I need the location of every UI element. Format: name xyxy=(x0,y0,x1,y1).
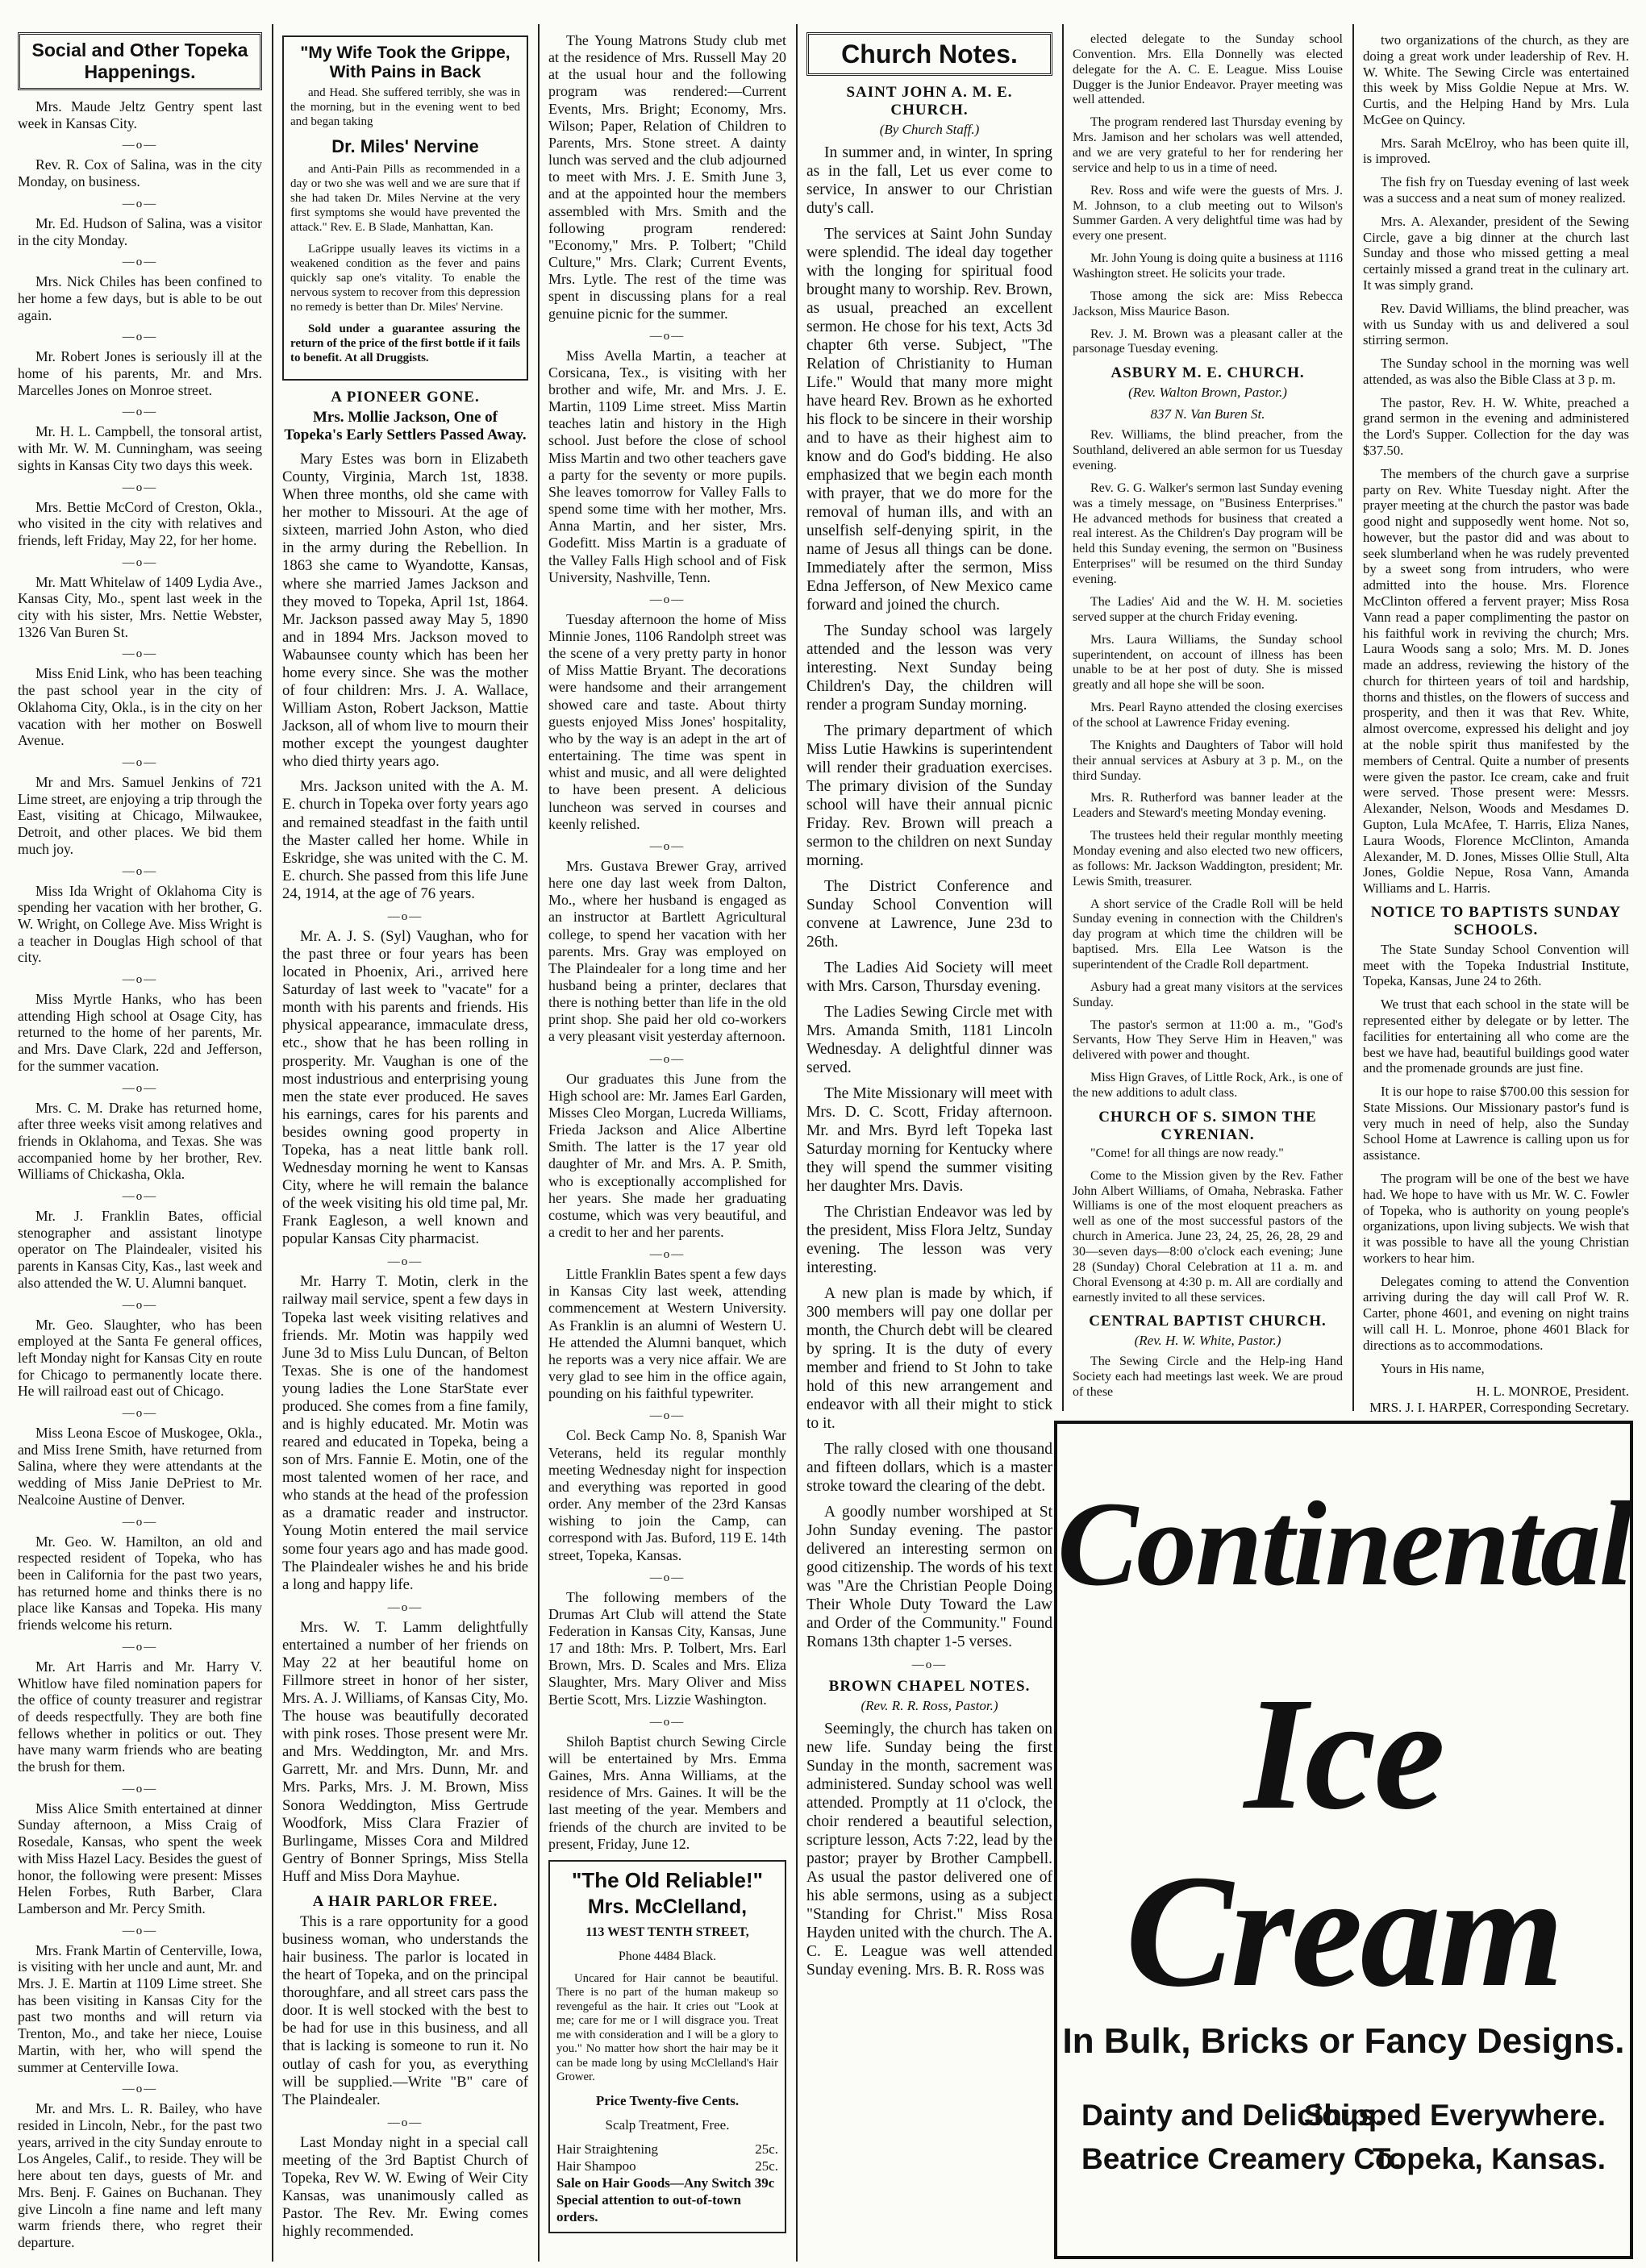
simon-body xyxy=(1073,1146,1343,1306)
notice-heading: NOTICE TO BAPTISTS SUNDAY SCHOOLS. xyxy=(1370,903,1622,938)
pioneer-subheading: Mrs. Mollie Jackson, One of Topeka's Early Settlers Passed Away. xyxy=(284,409,527,443)
article-paragraph: Mr. H. L. Campbell, the tonsoral artist, with Mr. W. M. Cunningham, was seeing sights in Kansas City two days this week. xyxy=(18,423,262,473)
separator xyxy=(18,1783,262,1796)
column-rule xyxy=(538,24,540,2262)
asbury-byline: (Rev. Walton Brown, Pastor.) xyxy=(1128,385,1287,401)
article-paragraph: Mr. and Mrs. L. R. Bailey, who have resided in Lincoln, Nebr., for the past two years, arrived in the city Sunday enroute to Los Angeles, Calif., to reside. They will be here about ten days, guests of Mr. and Mrs. Benj. F. Gaines on Buchanan. They give Lincoln a fine name and left many warm friends there, who regret their departure. xyxy=(18,2100,262,2250)
social-heading: Social and Other Topeka Happenings. xyxy=(31,40,248,82)
article-paragraph: Rev. Williams, the blind preacher, from the Southland, delivered an able sermon for us Tuesday evening. xyxy=(1073,428,1343,473)
article-paragraph: Seemingly, the church has taken on new life. Sunday being the first Sunday in the month, sacrement was administered. Sunday school was well attended. Promptly at 11 o'clock, the choir rendered a beautiful selection, scripture lesson, Acts 7:22, lead by the pastor; prayer by Brother Campbell. As usual the pastor delivered one of his able sermons, using as a subject "Standing for Christ." Miss Rosa Hayden united with the church. The A. C. E. League was well attended Sunday evening. Mrs. B. R. Ross was xyxy=(806,1721,1052,1979)
separator xyxy=(18,1925,262,1937)
asbury-heading: ASBURY M. E. CHURCH. xyxy=(1111,364,1305,382)
article-paragraph: Mrs. Nick Chiles has been confined to her home a few days, but is able to be out again. xyxy=(18,273,262,323)
article-paragraph: The members of the church gave a surprise party on Rev. White Tuesday night. After the prayer meeting at the church the pastor was bade good night and supposedly went home. Not so, however, but the pastor did and was about to seek slumberland when he was rudely prevented by a sweet song from intruders, who were admitted into the house. Mrs. Florence McClinton offered a fervent prayer; Miss Rosa Vann read a paper complimenting the pastor on his faithful work in reviving the church; Mrs. Laura Woods sang a solo; Mrs. M. D. Jones made an address, reviewing the history of the church for thirteen years of toil and hardship, thorns and thistles, on the flowers of success and prosperity, and then it was that Rev. White, almost overcome, expressed his delight and joy at the noble spirit thus manifested by the members of Central. Quite a number of presents were given the pastor. Ice cream, cake and fruit were served. Those present were: Messrs. Alexander, Nelson, Woods and Mesdames D. Gupton, Lula McAfee, T. Harris, Eliza Nanes, Laura Woods, Florence McClinton, Amanda Alexander, M. D. Jones, Misses Ollie Stull, Alta Jones, Goldie Nepue, Rosa Vann, Amanda Williams and L. Harris. xyxy=(1363,465,1629,897)
article-paragraph: We trust that each school in the state will be represented either by delegate or by letter. The facilities for entertaining all who come are the best we have had, beautiful buildings good water and the promenade grounds are just fine. xyxy=(1363,997,1629,1076)
article-paragraph: elected delegate to the Sunday school Convention. Mrs. Ella Donnelly was elected delegate for the A. C. E. League. Miss Louise Dugger is the Junior Endeavor. Prayer meeting was well attended. xyxy=(1073,32,1343,107)
st-john-byline: (By Church Staff.) xyxy=(879,122,980,137)
pioneer-heading: A PIONEER GONE. xyxy=(331,389,480,406)
separator xyxy=(18,139,262,152)
separator xyxy=(806,1658,1052,1671)
separator xyxy=(282,1255,528,1268)
column-rule xyxy=(1352,24,1354,1411)
article-paragraph: The program rendered last Thursday evening by Mrs. Jamison and her scholars was well attended, and we are very grateful to her for rendering her service and help to us in a time of need. xyxy=(1073,115,1343,175)
column-3-items xyxy=(548,32,786,1853)
article-paragraph: Little Franklin Bates spent a few days in Kansas City last week, attending commencement at Western University. As Franklin is an alumni of Western U. He attended the Alumni banquet, which he reports was a very nice affair. We are very glad to see him in the office again, pounding on his faithful typewriter. xyxy=(548,1266,786,1402)
article-paragraph: Miss Myrtle Hanks, who has been attending High school at Osage City, has returned to the home of her parents, Mr. and Mrs. Dave Clark, 22d and Jefferson, for the summer vacation. xyxy=(18,991,262,1074)
article-paragraph: Miss Enid Link, who has been teaching the past school year in the city of Oklahoma City, Okla., is in the city on her vacation with her mother on Boswell Avenue. xyxy=(18,665,262,749)
article-paragraph: The pastor's sermon at 11:00 a. m., "God's Servants, How They Serve Him in Heaven," was delivered with power and thought. xyxy=(1073,1017,1343,1063)
church-notes-box xyxy=(806,32,1052,76)
article-paragraph: Mr. Matt Whitelaw of 1409 Lydia Ave., Kansas City, Mo., spent last week in the city with his sister, Mrs. Nettie Webster, 1326 Van Buren St. xyxy=(18,573,262,640)
article-paragraph: Mr. Robert Jones is seriously ill at the home of his parents, Mr. and Mrs. Marcelles Jones on Monroe street. xyxy=(18,348,262,398)
church-notes-heading: Church Notes. xyxy=(841,40,1018,69)
article-paragraph: Mr. John Young is doing quite a business at 1116 Washington street. He solicits your trade. xyxy=(1073,252,1343,281)
article-paragraph: Rev. J. M. Brown was a pleasant caller at the parsonage Tuesday evening. xyxy=(1073,327,1343,356)
separator xyxy=(282,910,528,923)
mcclelland-text: Uncared for Hair cannot be beautiful. There is no part of the human makeup so revengeful as the hair. It cries out "Look at me; care for me or I will disgrace you. Treat me with consideration and I will be a glory to you." No matter how short the hair may be it can be made long by using McClelland's Hair Grower. xyxy=(556,1971,778,2084)
article-paragraph: Mr. A. J. S. (Syl) Vaughan, who for the past three or four years has been located in Phoenix, Ari., arrived here Saturday of last week to "vacate" for a month with his parents and friends. His physical appearance, immaculate dress, etc., show that he has been rolling in prosperity. Mr. Vaughan is one of the most industrious and enterprising young men the state ever produced. He saves his earnings, cares for his parents and besides owning good property in Topeka, has a neat little bank roll. Wednesday morning he went to Kansas City, where he will remain the balance of the week visiting his old time pal, Mr. Frank Eagleson, a well known and popular Kansas City pharmacist. xyxy=(282,927,528,1248)
central-baptist-heading: CENTRAL BAPTIST CHURCH. xyxy=(1089,1313,1327,1330)
separator xyxy=(18,556,262,569)
article-paragraph: The Ladies Aid Society will meet with Mrs. Carson, Thursday evening. xyxy=(806,959,1052,995)
separator xyxy=(18,865,262,878)
article-paragraph: Miss Alice Smith entertained at dinner Sunday afternoon, a Miss Craig of Rosedale, Kansas, who spent the week with Miss Hazel Lacy. Besides the guest of honor, the following were present: Misses Helen Forbes, Ruth Barber, Clara Lamberson and Mr. Percy Smith. xyxy=(18,1800,262,1916)
article-paragraph: Shiloh Baptist church Sewing Circle will be entertained by Mrs. Emma Gaines, Mrs. Anna Williams, at the residence of Mrs. Gaines. It will be the last meeting of the year. Members and friends of the church are invited to be present, Friday, June 12. xyxy=(548,1733,786,1852)
asbury-address: 837 N. Van Buren St. xyxy=(1150,406,1265,422)
column-4 xyxy=(798,32,1061,2266)
nervine-text-3: LaGrippe usually leaves its victims in a weakened condition as the fever and pains quickly sap one's vitality. To enable the nervous system to recover from this depression no remedy is better than Dr. Miles' Nervine. xyxy=(290,243,520,314)
separator xyxy=(18,1082,262,1095)
article-paragraph: Yours in His name, xyxy=(1381,1360,1485,1376)
brown-chapel-heading: BROWN CHAPEL NOTES. xyxy=(828,1678,1031,1695)
separator xyxy=(18,1299,262,1312)
brown-chapel-body xyxy=(806,1720,1052,1979)
separator xyxy=(282,2116,528,2129)
nervine-headline: "My Wife Took the Grippe, With Pains in Back xyxy=(300,44,510,81)
column-1 xyxy=(10,32,270,2266)
central-baptist-body xyxy=(1073,1355,1343,1400)
article-paragraph: Mrs. Maude Jeltz Gentry spent last week in Kansas City. xyxy=(18,98,262,131)
article-paragraph: The services at Saint John Sunday were splendid. The ideal day together with the longing for spiritual food brought many to worship. Rev. Brown, as usual, preached an excellent sermon. He chose for his text, Acts 3d chapter 6th verse. Subject, "The Relation of Christianity to Human Life." Would that many more might have heard Rev. Brown as he exhorted his flock to be sincere in their worship and to have as their highest aim to know and do God's bidding. He also emphasized that we begin each month with prayer, that we do more for the removal of human ills, and with an unselfish self-denying spirit, in the name of Jesus all things can be done. Immediately after the sermon, Miss Edna Jefferson, of New Mexico came forward and joined the church. xyxy=(806,226,1052,614)
mcclelland-phone: Phone 4484 Black. xyxy=(618,1949,717,1963)
article-paragraph: Our graduates this June from the High school are: Mr. James Earl Garden, Misses Cleo Morgan, Lucreda Williams, Frieda Jackson and Alice Albertine Smith. The latter is the 17 year old daughter of Mr. and Mrs. A. P. Smith, who is exceptionally accomplished for her years. She made her graduating costume, which was very beautiful, and a credit to her and her parents. xyxy=(548,1070,786,1240)
article-paragraph: Miss Hign Graves, of Little Rock, Ark., is one of the new additions to adult class. xyxy=(1073,1071,1343,1100)
price-value: 25c. xyxy=(755,2158,778,2174)
article-paragraph: Mr. Geo. W. Hamilton, an old and respected resident of Topeka, who has been in California for the past two years, has returned home and thinks there is no place like Kansas and Topeka. His many friends welcome his return. xyxy=(18,1533,262,1633)
ad-tagline: In Bulk, Bricks or Fancy Designs. xyxy=(1062,2021,1625,2061)
article-paragraph: A goodly number worshiped at St John Sunday evening. The pastor delivered an interesting sermon on good citizenship. The words of his text was "Are the Christian People Doing Their Whole Duty Toward the Law and Order of the Community." Found Romans 13th chapter 1-5 verses. xyxy=(806,1504,1052,1650)
separator xyxy=(282,1601,528,1614)
pioneer-body xyxy=(282,451,528,903)
article-paragraph: Rev. Ross and wife were the guests of Mrs. J. M. Johnson, to a club meeting out to Wilson's Summer Garden. A very delightful time was had by every one present. xyxy=(1073,183,1343,243)
article-paragraph: Those among the sick are: Miss Rebecca Jackson, Miss Maurice Bason. xyxy=(1073,289,1343,318)
article-paragraph: The State Sunday School Convention will meet with the Topeka Industrial Institute, Topeka, Kansas, June 24 to 26th. xyxy=(1363,941,1629,989)
mcclelland-name: Mrs. McClelland, xyxy=(587,1895,748,1918)
separator xyxy=(548,840,786,853)
article-paragraph: The Sunday school in the morning was well attended, as was also the Bible Class at 3 p. m. xyxy=(1363,356,1629,387)
article-paragraph: The Knights and Daughters of Tabor will hold their annual services at Asbury at 3 p. M., on the third Sunday. xyxy=(1073,738,1343,783)
mcclelland-ad xyxy=(548,1860,786,2233)
nervine-text-2: and Anti-Pain Pills as recommended in a day or two she was well and we are sure that if she had taken Dr. Miles Nervine at the very first symptoms she would have prevented the attack." Rev. E. B Slade, Manhattan, Kan. xyxy=(290,163,520,234)
separator xyxy=(18,1190,262,1203)
separator xyxy=(18,1407,262,1420)
column-rule xyxy=(272,24,273,2262)
brand-logo-ice-cream: Ice Cream xyxy=(1125,1665,1562,2020)
column-6-items xyxy=(1363,32,1629,897)
article-paragraph: Mrs. W. T. Lamm delightfully entertained a number of her friends on May 22 at her beautiful home on Fillmore street in honor of her sister, Mrs. A. J. Williams, of Kansas City, Mo. The house was beautifully decorated with pink roses. Those present were Mr. and Mrs. Weddington, Mr. and Mrs. Garrett, Mr. and Mrs. Dunn, Mr. and Mrs. Parks, Mrs. J. M. Brown, Miss Sonora Weddington, Miss Gertrude Woodfork, Miss Clara Frazier of Burlingame, Misses Cora and Mildred Gentry of Bonner Springs, Miss Stella Huff and Miss Dora Mayhue. xyxy=(282,1618,528,1885)
article-paragraph: Mary Estes was born in Elizabeth County, Virginia, March 1st, 1838. When three months, old she came with her mother to Missouri. At the age of sixteen, married John Aston, who died in the army during the Rebellion. In 1863 she came to Wyandotte, Kansas, where she married James Jackson and they moved to Topeka, April 1st, 1864. Mr. Jackson passed away May 5, 1890 and in 1894 Mrs. Jackson moved to Wabaunsee county which has been her home every since. She was the mother of four children: Mrs. J. A. Wallace, William Aston, Robert Jackson, Mattie Jackson, all of whom live to mourn their mother except the youngest daughter who died thirty years ago. xyxy=(282,451,528,771)
article-paragraph: Delegates coming to attend the Convention arriving during the day will call Prof W. R. Carter, phone 4601, and evening on night trains will call H. L. Monroe, phone 4601 Black for directions as to accommodations. xyxy=(1363,1273,1629,1353)
price-label: Hair Shampoo xyxy=(556,2158,636,2174)
article-paragraph: Mr and Mrs. Samuel Jenkins of 721 Lime street, are enjoying a trip through the East, visiting at Chicago, Milwaukee, Detroit, and other places. We bid them much joy. xyxy=(18,773,262,857)
article-paragraph: Mr. J. Franklin Bates, official stenographer and assistant linotype operator on The Plaindealer, visited his parents in Kansas City, Kas., last week and also attended the W. U. Alumni banquet. xyxy=(18,1208,262,1291)
nervine-guarantee: Sold under a guarantee assuring the return of the price of the first bottle if it fails to benefit. At all Druggists. xyxy=(290,323,520,364)
separator xyxy=(18,198,262,210)
central-baptist-byline: (Rev. H. W. White, Pastor.) xyxy=(1134,1333,1281,1349)
mcclelland-headline: "The Old Reliable!" xyxy=(571,1867,764,1892)
column-rule xyxy=(1062,24,1064,1411)
article-paragraph: The Mite Missionary will meet with Mrs. D. C. Scott, Friday afternoon. Mr. and Mrs. Byrd left Topeka last Saturday morning for Kentucky where they will spend the summer visiting her daughter Mrs. Davis. xyxy=(806,1085,1052,1195)
article-paragraph: The Ladies Sewing Circle met with Mrs. Amanda Smith, 1181 Lincoln Wednesday. A delightful dinner was served. xyxy=(806,1004,1052,1076)
article-paragraph: Mrs. R. Rutherford was banner leader at the Leaders and Steward's meeting Monday evening. xyxy=(1073,791,1343,821)
article-paragraph: The trustees held their regular monthly meeting Monday evening and also elected two new officers, as follows: Mr. Jackson Waddington, president; Mr. Lewis Smith, treasurer. xyxy=(1073,829,1343,888)
article-paragraph: The rally closed with one thousand and fifteen dollars, which is a master stroke toward the clearing of the debt. xyxy=(806,1441,1052,1495)
article-paragraph: A new plan is made by which, if 300 members will pay one dollar per month, the Church debt will be cleared by spring. It is the duty of every member and friend to St John to take hold of this new arrangement and endeavor with all their might to stick to it. xyxy=(806,1285,1052,1432)
article-paragraph: Mr. Ed. Hudson of Salina, was a visitor in the city Monday. xyxy=(18,214,262,248)
asbury-body xyxy=(1073,428,1343,1101)
column-rule xyxy=(796,24,798,2262)
mcclelland-special: Special attention to out-of-town orders. xyxy=(556,2191,742,2224)
separator xyxy=(18,481,262,494)
separator xyxy=(18,331,262,343)
hair-parlor-heading: A HAIR PARLOR FREE. xyxy=(312,1892,498,1910)
separator xyxy=(18,756,262,769)
notice-signature-2: MRS. J. I. HARPER, Corresponding Secretary. xyxy=(1369,1400,1629,1415)
article-paragraph: Mrs. Gustava Brewer Gray, arrived here one day last week from Dalton, Mo., where her husband is engaged as an instructor at Bartlett Agricultural college, to spend her vacation with her parents. Mrs. Gray was employed on The Plaindealer for a long time and her husband being a printer, declares that there is nothing better than life in the old print shop. She paid her old co-workers a very pleasant visit yesterday afternoon. xyxy=(548,857,786,1045)
column-5 xyxy=(1065,32,1351,1415)
separator xyxy=(548,593,786,606)
article-paragraph: The Sewing Circle and the Help-ing Hand Society each had meetings last week. We are proud of these xyxy=(1073,1355,1343,1400)
article-paragraph: It is our hope to raise $700.00 this session for State Missions. Our Missionary pastor's fund is very much in need of help, also the Sunday School Home at Lawrence is calling upon us for assistance. xyxy=(1363,1084,1629,1163)
price-value: 25c. xyxy=(755,2141,778,2157)
article-paragraph: Mrs. Jackson united with the A. M. E. church in Topeka over forty years ago and remained steadfast in the faith until the Master called her home. While in Eskridge, she was united with the C. M. E. church. She passed from this life June 24, 1914, at the age of 76 years. xyxy=(282,778,528,902)
article-paragraph: Mr. Geo. Slaughter, who has been employed at the Santa Fe general offices, left Monday night for Kansas City en route for Chicago to permanently locate there. He will railroad east out of Chicago. xyxy=(18,1316,262,1400)
article-paragraph: Mr. Harry T. Motin, clerk in the railway mail service, spent a few days in Topeka last week visiting relatives and friends. Mr. Motin was happily wed June 3d to Miss Lulu Duncan, of Belton Texas. She is one of the handomest young ladies the Lone StarState ever produced. She comes from a fine family, and is highly educated. Mr. Motin was reared and educated in Topeka, being a son of Mrs. Fannie E. Motin, one of the most talented women of her race, and who stands at the head of the profession as a dramatic reader and instructor. Young Motin entered the mail service some four years ago and has made good. The Plaindealer wishes he and his bride a long and happy life. xyxy=(282,1273,528,1593)
separator xyxy=(548,1571,786,1584)
article-paragraph: Mrs. C. M. Drake has returned home, after three weeks visit among relatives and friends in Oklahoma, and Texas. She was accompanied home by her brother, Rev. Williams of Chickasha, Okla. xyxy=(18,1099,262,1183)
column-6 xyxy=(1355,32,1637,1415)
article-paragraph: Miss Leona Escoe of Muskogee, Okla., and Miss Irene Smith, have returned from Salina, where they were attendants at the wedding of Miss Janie DePriest to Mr. Nealcoine Austine of Denver. xyxy=(18,1425,262,1508)
brown-chapel-byline: (Rev. R. R. Ross, Pastor.) xyxy=(861,1698,998,1713)
article-paragraph: Mrs. Pearl Rayno attended the closing exercises of the school at Lawrence Friday evening. xyxy=(1073,701,1343,730)
column-1-items xyxy=(18,98,262,2251)
st-john-body xyxy=(806,144,1052,1651)
article-paragraph: The District Conference and Sunday School Convention will convene at Lawrence, June 23d to 26th. xyxy=(806,878,1052,951)
separator xyxy=(548,1716,786,1729)
article-paragraph: A short service of the Cradle Roll will be held Sunday evening in connection with the Children's day program at which time the children will be baptised. Mrs. Ella Lee Watson is the superintendent of the Cradle Roll department. xyxy=(1073,897,1343,972)
hair-parlor-text: This is a rare opportunity for a good business woman, who understands the hair business. The parlor is located in the heart of Topeka, and on the principal thoroughfare, and all street cars pass the door. It is well stocked with the best to be had for use in this business, and all that is lacking is someone to run it. No outlay of cash for you, as everything will be supplied.—Write "B" care of The Plaindealer. xyxy=(282,1912,528,2108)
price-row xyxy=(556,2141,778,2158)
article-paragraph: Rev. R. Cox of Salina, was in the city Monday, on business. xyxy=(18,156,262,190)
nervine-ad xyxy=(282,35,528,381)
column-3 xyxy=(540,32,794,2266)
separator xyxy=(18,256,262,268)
article-paragraph: Miss Ida Wright of Oklahoma City is spending her vacation with her brother, G. W. Wright, on College Ave. Miss Wright is a teacher in Douglas High school of that city. xyxy=(18,882,262,966)
article-paragraph: In summer and, in winter, In spring as in the fall, Let us ever come to service, In answer to our Christian duty's call. xyxy=(806,144,1052,217)
article-paragraph: Come to the Mission given by the Rev. Father John Albert Williams, of Omaha, Nebraska. Father Williams is one of the most eloquent preachers as well as one of the most successful pastors of the church in America. June 23, 24, 25, 26, 28, 29 and 30—seven days—8:00 o'clock each evening; June 28 (Sunday) Choral Celebration at 11 a. m. and Choral Evensong at 4:30 p. m. All are cordially and earnestly invited to all these services. xyxy=(1073,1168,1343,1305)
st-john-heading: SAINT JOHN A. M. E. CHURCH. xyxy=(846,84,1013,119)
article-paragraph: two organizations of the church, as they are doing a great work under leadership of Rev. H. W. White. The Sewing Circle was entertained this week by Miss Goldie Nepue at Mrs. W. Curtis, and the Helping Hand by Mrs. Lula McGee on Quincy. xyxy=(1363,32,1629,127)
article-paragraph: Rev. David Williams, the blind preacher, was with us Sunday with us and delivered a soul stirring sermon. xyxy=(1363,300,1629,348)
separator xyxy=(548,1409,786,1422)
nervine-text-1: and Head. She suffered terribly, she was in the morning, but in the evening went to bed and began taking xyxy=(290,86,520,128)
article-paragraph: The following members of the Drumas Art Club will attend the State Federation in Kansas City, Kansas, June 17 and 18th: Mrs. P. Tolbert, Mrs. Earl Brown, Mrs. D. Scales and Mrs. Eliza Slaughter, Mrs. Mary Oliver and Miss Bertie Scott, Mrs. Lizzie Washington. xyxy=(548,1588,786,1708)
article-paragraph: The pastor, Rev. H. W. White, preached a grand sermon in the evening and administered the Lord's Supper. Collection for the day was $37.50. xyxy=(1363,394,1629,458)
brand-logo-continental: Continental xyxy=(1057,1477,1631,1611)
article-paragraph: Miss Avella Martin, a teacher at Corsicana, Tex., is visiting with her brother and wife, Mr. and Mrs. J. E. Martin, 1109 Lime street. Miss Martin teaches latin and history in the High school. Just before the close of school Miss Martin and two other teachers gave a party for the seventy or more pupils. She leaves tomorrow for Valley Falls to spend some time with her mother, Mrs. Anna Martin, and her sister, Mrs. Godefitt. Miss Martin is a graduate of the Valley Falls High school and of Fisk University, Nashville, Tenn. xyxy=(548,347,786,585)
article-paragraph: "Come! for all things are now ready." xyxy=(1090,1146,1284,1160)
price-row xyxy=(556,2158,778,2174)
article-paragraph: The primary department of which Miss Lutie Hawkins is superintendent will render their graduation exercises. The primary division of the Sunday school will have their annual picnic Friday. Rev. Brown will preach a sermon to the children on next Sunday morning. xyxy=(806,722,1052,869)
article-paragraph: The Young Matrons Study club met at the residence of Mrs. Russell May 20 at the usual hour and the following program was rendered:—Current Events, Mrs. Bright; Economy, Mrs. Wilson; Paper, Relation of Children to Parents, Mrs. Stone street. A dainty lunch was served and the club adjourned to meet with Mrs. J. E. Smith June 3, and at the appointed hour the members assembled with Mrs. Smith and the following program rendered: "Economy," Mrs. P. Tolbert; "Child Culture," Mrs. Clark; Current Events, Mrs. Lytle. The rest of the time was spent in discussing plans for a real genuine picnic for the summer. xyxy=(548,32,786,322)
ad-left-2: Beatrice Creamery Co. xyxy=(1081,2142,1402,2175)
social-heading-box xyxy=(18,32,262,90)
article-paragraph: Asbury had a great many visitors at the services Sunday. xyxy=(1073,980,1343,1009)
article-paragraph: Col. Beck Camp No. 8, Spanish War Veterans, held its regular monthly meeting Wednesday night for inspection and everything was reported in good order. Any member of the 23rd Kansas wishing to join the Camp, can correspond with Jas. Buford, 119 E. 14th street, Topeka, Kansas. xyxy=(548,1427,786,1563)
column-2 xyxy=(274,32,536,2266)
price-label: Hair Straightening xyxy=(556,2141,659,2157)
article-paragraph: Mrs. Frank Martin of Centerville, Iowa, is visiting with her uncle and aunt, Mr. and Mrs. J. E. Martin at 1109 Lime street. She has been visiting in Kansas City for the past two months and will return via Trenton, Mo., and take her niece, Louise Martin, with her, who will spend the summer at Centerville Iowa. xyxy=(18,1941,262,2075)
separator xyxy=(18,2083,262,2095)
column-2-items xyxy=(282,928,528,1886)
article-paragraph: The Ladies' Aid and the W. H. M. societies served supper at the church Friday evening. xyxy=(1073,594,1343,624)
notice-body xyxy=(1363,942,1629,1377)
article-paragraph: The fish fry on Tuesday evening of last week was a success and a neat sum of money realized. xyxy=(1363,174,1629,206)
separator xyxy=(548,330,786,343)
separator xyxy=(18,647,262,660)
mcclelland-price: Price Twenty-five Cents. xyxy=(595,2092,740,2108)
article-paragraph: Rev. G. G. Walker's sermon last Sunday evening was a timely message, on "Business Enterprises." He advanced methods for business that created a real interest. As the Children's Day program will be held this Sunday evening, the sermon on "Business Enterprises" will be resumed on the third Sunday evening. xyxy=(1073,481,1343,587)
continental-ice-cream-ad xyxy=(1054,1421,1633,2259)
mcclelland-address: 113 WEST TENTH STREET, xyxy=(585,1925,749,1939)
notice-signature-1: H. L. MONROE, President. xyxy=(1476,1384,1629,1400)
article-paragraph: Tuesday afternoon the home of Miss Minnie Jones, 1106 Randolph street was the scene of a very pretty party in honor of Miss Mattie Bryant. The decorations were handsome and their arrangement showed care and taste. About thirty guests enjoyed Miss Jones' hospitality, who by the way is an adept in the art of entertaining. The time was spent in whist and music, and all were delighted to have been present. A delicious luncheon was served in courses and keenly relished. xyxy=(548,610,786,832)
separator xyxy=(18,973,262,986)
ad-right-2: Topeka, Kansas. xyxy=(1372,2142,1606,2175)
column-5-items xyxy=(1073,32,1343,357)
ad-left-1: Dainty and Delicious. xyxy=(1081,2099,1384,2132)
separator xyxy=(18,1641,262,1654)
separator xyxy=(18,1516,262,1529)
article-paragraph: Mrs. Laura Williams, the Sunday school superintendent, on account of illness has been unable to be at her post of duty. She is missed greatly and all hope she will be soon. xyxy=(1073,632,1343,693)
separator xyxy=(18,406,262,418)
nervine-product: Dr. Miles' Nervine xyxy=(331,136,479,156)
baptist-pastor-item: Last Monday night in a special call meeting of the 3rd Baptist Church of Topeka, Rev W. W. Ewing of Weir City Kansas, was unanimously called as Pastor. The Rev. Mr. Ewing comes highly recommended. xyxy=(282,2133,528,2241)
article-paragraph: The program will be one of the best we have had. We hope to have with us Mr. W. C. Fowler of Topeka, who is authority on young people's organizations, upon living subjects. We wish that it was possible to have all the young Christian workers to hear him. xyxy=(1363,1171,1629,1266)
article-paragraph: Mrs. Sarah McElroy, who has been quite ill, is improved. xyxy=(1363,135,1629,167)
separator xyxy=(548,1053,786,1066)
article-paragraph: Mrs. A. Alexander, president of the Sewing Circle, gave a big dinner at the church last Sunday and those who missed getting a meal certainly missed a grand treat in the culinary art. It was simply grand. xyxy=(1363,213,1629,293)
separator xyxy=(548,1248,786,1261)
article-paragraph: Mr. Art Harris and Mr. Harry V. Whitlow have filed nomination papers for the office of county treasurer and registrar of deeds respectfully. They are both fine fellows whether in politics or out. They have many warm friends who are beating the brush for them. xyxy=(18,1658,262,1775)
mcclelland-scalp: Scalp Treatment, Free. xyxy=(605,2116,730,2133)
article-paragraph: The Sunday school was largely attended and the lesson was very interesting. Next Sunday being Children's Day, the children will render a program Sunday morning. xyxy=(806,622,1052,714)
article-paragraph: The Christian Endeavor was led by the president, Miss Flora Jeltz, Sunday evening. The lesson was very interesting. xyxy=(806,1204,1052,1276)
simon-heading: CHURCH OF S. SIMON THE CYRENIAN. xyxy=(1098,1108,1317,1143)
ad-right-1: Shipped Everywhere. xyxy=(1303,2099,1606,2132)
article-paragraph: Mrs. Bettie McCord of Creston, Okla., who visited in the city with relatives and friends, left Friday, May 22, for her home. xyxy=(18,498,262,548)
mcclelland-sale: Sale on Hair Goods—Any Switch 39c xyxy=(556,2174,775,2191)
